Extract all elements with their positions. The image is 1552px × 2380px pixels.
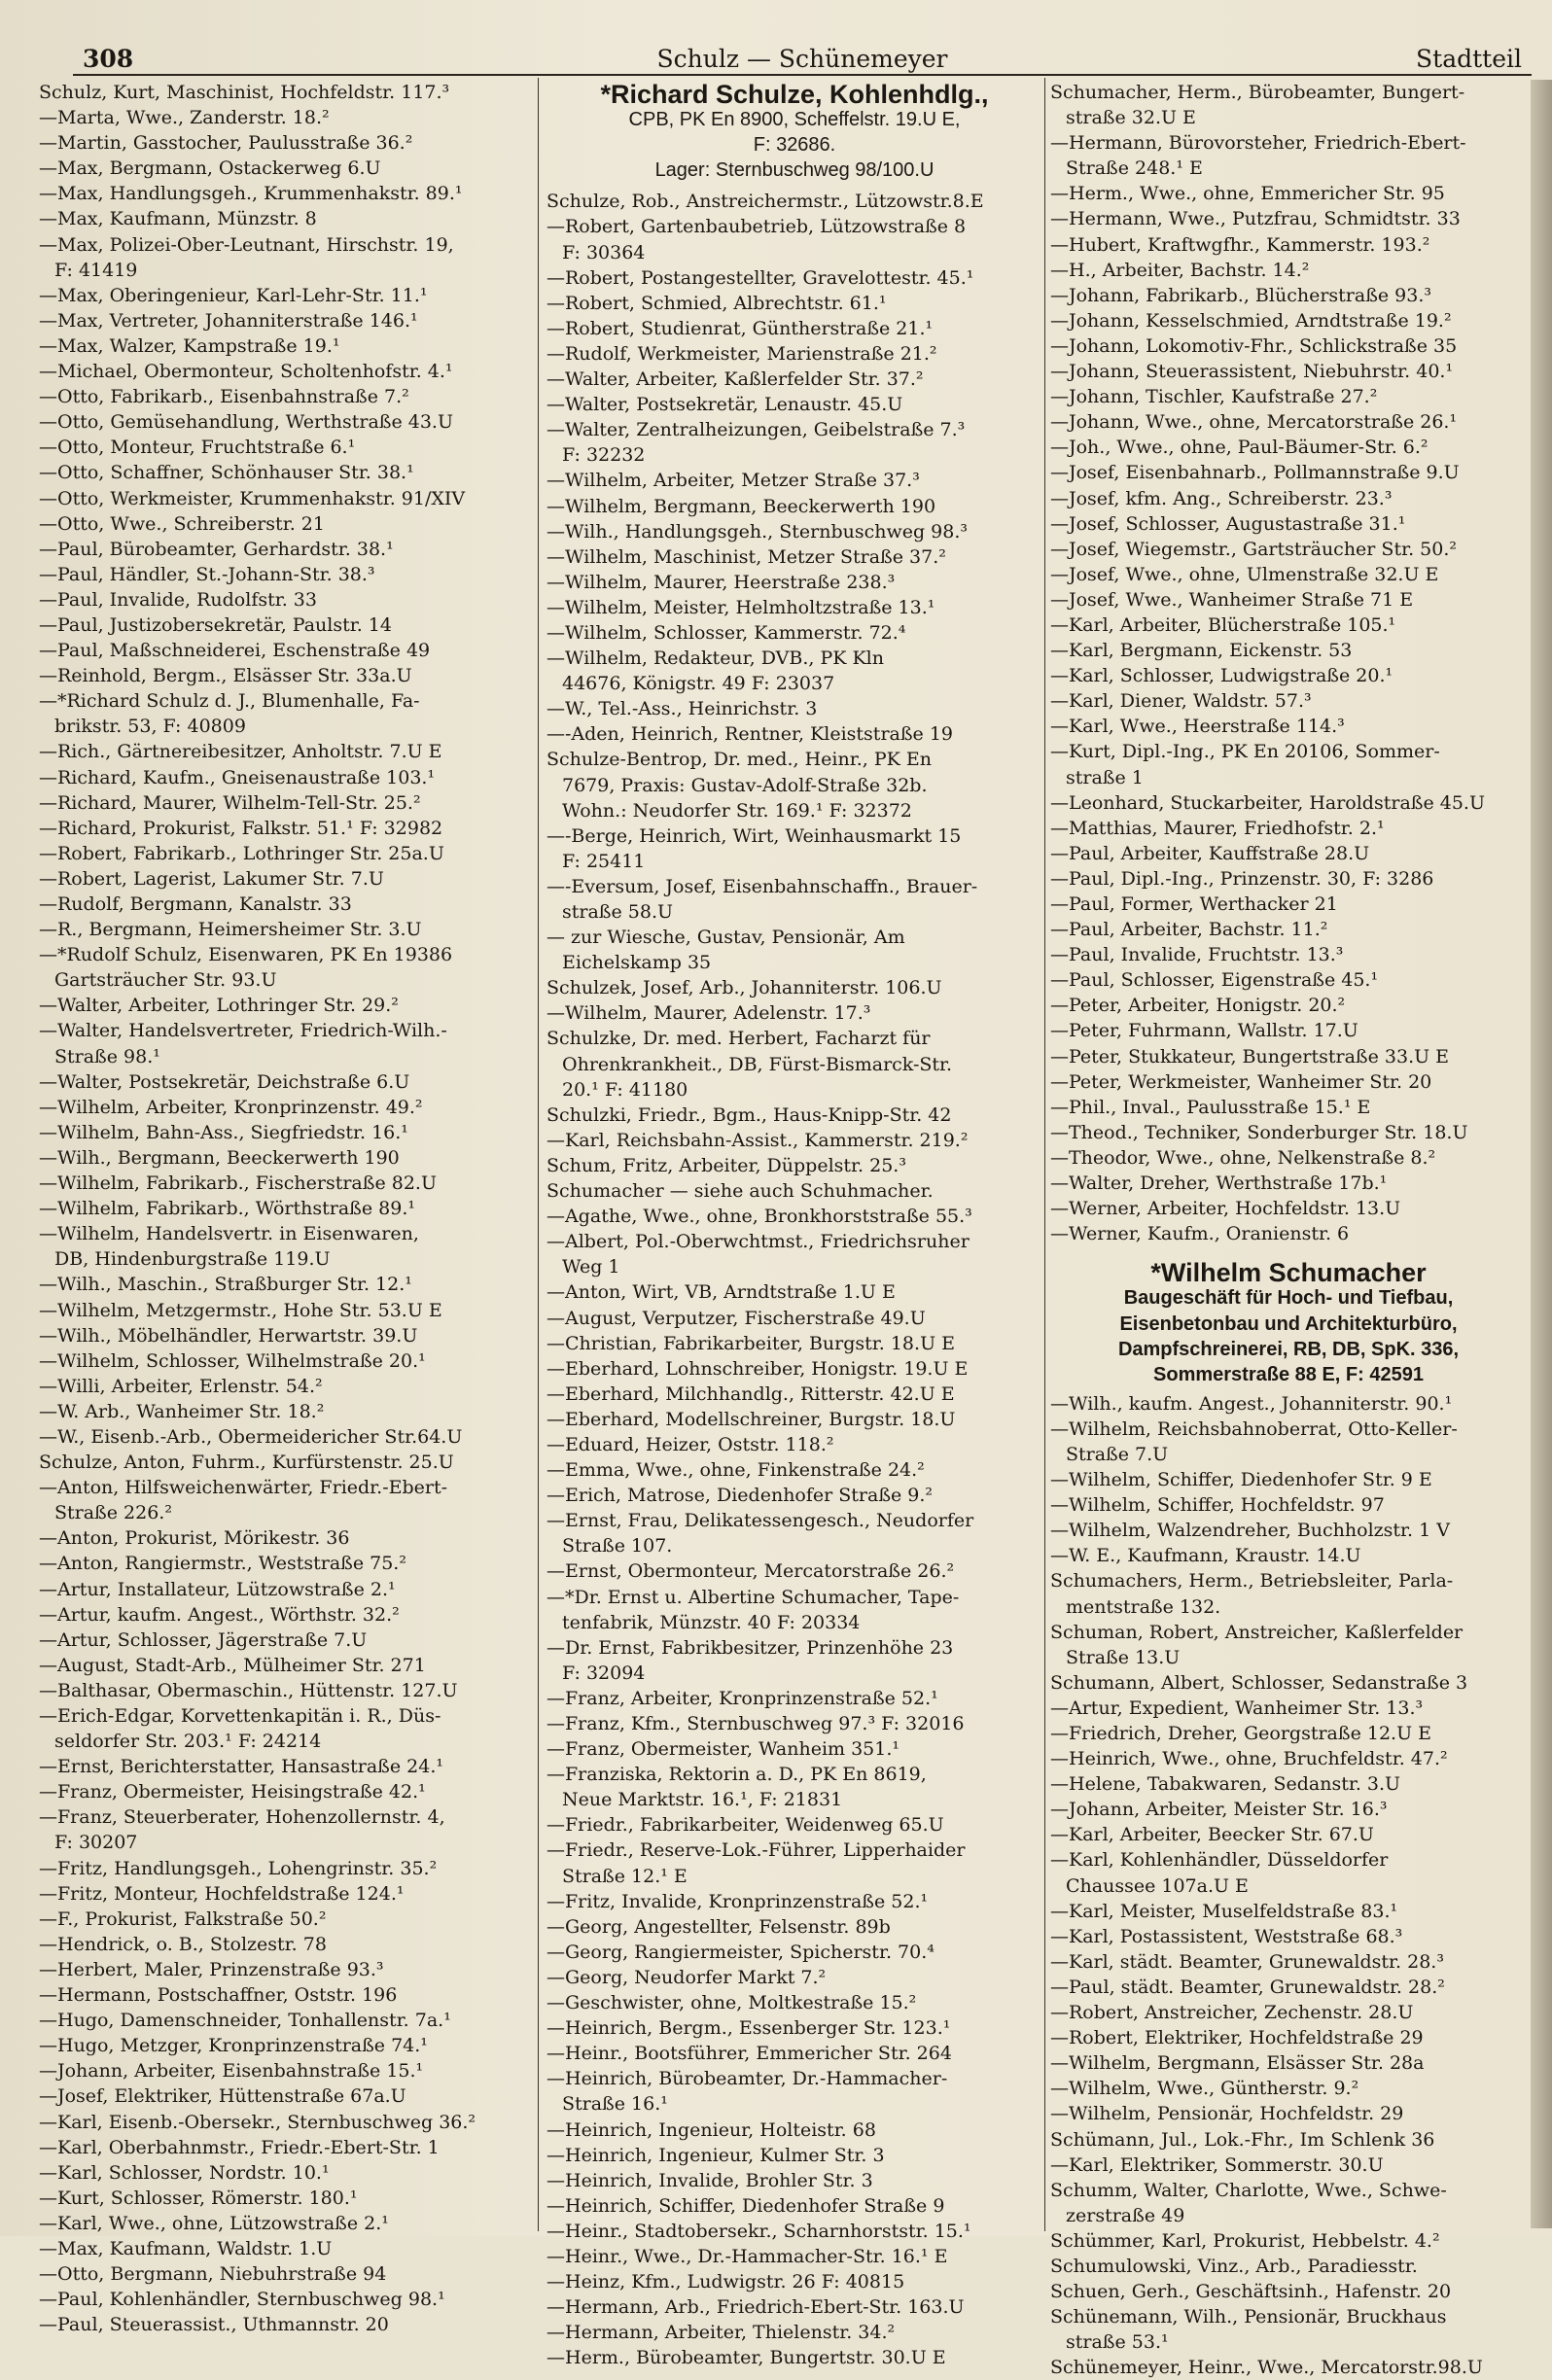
directory-entry-line: —Ernst, Frau, Delikatessengesch., Neudorfer xyxy=(547,1510,974,1532)
directory-entry-line: —F., Prokurist, Falkstraße 50.² xyxy=(39,1908,327,1930)
directory-entry-line: —August, Verputzer, Fischerstraße 49.U xyxy=(547,1307,926,1329)
directory-entry-line: —Peter, Werkmeister, Wanheimer Str. 20 xyxy=(1050,1070,1432,1093)
directory-entry-line: Ohrenkrankheit., DB, Fürst-Bismarck-Str. xyxy=(562,1053,953,1075)
directory-entry-line: —Wilhelm, Schiffer, Hochfeldstr. 97 xyxy=(1050,1494,1385,1517)
directory-entry-line: Straße 7.U xyxy=(1066,1443,1169,1465)
directory-entry-line: —Paul, Arbeiter, Kauffstraße 28.U xyxy=(1050,842,1370,864)
directory-entry-line: straße 32.U E xyxy=(1066,107,1196,129)
advertisement-richard-schulze xyxy=(547,80,1042,189)
directory-entry-line: —Paul, Invalide, Rudolfstr. 33 xyxy=(39,588,317,611)
directory-entry-line: —Walter, Dreher, Werthstraße 17b.¹ xyxy=(1050,1172,1388,1195)
directory-entry-line: —Wilhelm, Meister, Helmholtzstraße 13.¹ xyxy=(547,596,935,618)
directory-entry-line: F: 41419 xyxy=(54,259,138,281)
directory-entry-line: —Anton, Prokurist, Mörikestr. 36 xyxy=(39,1527,350,1550)
directory-entry-line: —Karl, Postassistent, Weststraße 68.³ xyxy=(1050,1925,1403,1947)
directory-entry-line: Schumann, Albert, Schlosser, Sedanstraße 3 xyxy=(1050,1671,1468,1694)
directory-entry-line: —Georg, Angestellter, Felsenstr. 89b xyxy=(547,1915,891,1938)
directory-entry-line: —Eduard, Heizer, Oststr. 118.² xyxy=(547,1433,834,1455)
directory-entry-line: —Wilhelm, Wwe., Güntherstr. 9.² xyxy=(1050,2078,1359,2100)
directory-entry-line: —Geschwister, ohne, Moltkestraße 15.² xyxy=(547,1992,917,2014)
directory-entry-line: —Hermann, Bürovorsteher, Friedrich-Ebert- xyxy=(1050,132,1466,155)
directory-entry-line: Straße 248.¹ E xyxy=(1066,158,1203,180)
column-divider xyxy=(538,78,539,2231)
directory-entry-line: —Phil., Inval., Paulusstraße 15.¹ E xyxy=(1050,1096,1371,1118)
directory-entry-line: —Robert, Lagerist, Lakumer Str. 7.U xyxy=(39,867,384,890)
directory-entry-line: Neue Marktstr. 16.¹, F: 21831 xyxy=(562,1789,843,1811)
directory-entry-line: —Max, Handlungsgeh., Krummenhakstr. 89.¹ xyxy=(39,183,463,205)
directory-entry-line: —Leonhard, Stuckarbeiter, Haroldstraße 45.U xyxy=(1050,791,1485,814)
ad-line: Lager: Sternbuschweg 98/100.U xyxy=(654,159,935,182)
directory-entry-line: —*Dr. Ernst u. Albertine Schumacher, Tape- xyxy=(547,1586,960,1608)
directory-entry-line: —Franz, Obermeister, Heisingstraße 42.¹ xyxy=(39,1781,426,1803)
directory-entry-line: —Wilhelm, Bergmann, Elsässer Str. 28a xyxy=(1050,2052,1425,2075)
directory-entry-line: —Walter, Postsekretär, Lenaustr. 45.U xyxy=(547,394,903,416)
directory-entry-line: —Wilhelm, Handelsvertr. in Eisenwaren, xyxy=(39,1223,419,1245)
section-label: Stadtteil xyxy=(1416,45,1522,73)
directory-entry-line: —Max, Kaufmann, Münzstr. 8 xyxy=(39,208,317,230)
directory-entry-line: —Erich, Matrose, Diedenhofer Straße 9.² xyxy=(547,1485,934,1507)
directory-entry-line: —Otto, Schaffner, Schönhauser Str. 38.¹ xyxy=(39,462,414,484)
ad-line: Baugeschäft für Hoch- und Tiefbau, xyxy=(1123,1287,1454,1310)
directory-entry-line: Schulzke, Dr. med. Herbert, Facharzt für xyxy=(547,1028,931,1050)
directory-entry-line: —Reinhold, Bergm., Elsässer Str. 33a.U xyxy=(39,665,412,687)
directory-entry-line: —Agathe, Wwe., ohne, Bronkhorststraße 55.³ xyxy=(547,1206,972,1228)
directory-entry-line: —Herm., Wwe., ohne, Emmericher Str. 95 xyxy=(1050,183,1445,205)
directory-entry-line: —Paul, Former, Werthacker 21 xyxy=(1050,893,1338,915)
directory-entry-line: —Hermann, Postschaffner, Oststr. 196 xyxy=(39,1984,398,2007)
directory-entry-line: Weg 1 xyxy=(562,1256,620,1278)
directory-entry-line: —Paul, Bürobeamter, Gerhardstr. 38.¹ xyxy=(39,538,394,560)
directory-entry-line: —Artur, Schlosser, Jägerstraße 7.U xyxy=(39,1628,368,1651)
directory-entry-line: —Hugo, Metzger, Kronprinzenstraße 74.¹ xyxy=(39,2035,428,2057)
directory-entry-line: —Eberhard, Milchhandlg., Ritterstr. 42.U E xyxy=(547,1382,955,1405)
directory-entry-line: —Max, Polizei-Ober-Leutnant, Hirschstr. 19, xyxy=(39,233,454,256)
directory-entry-line: —Robert, Elektriker, Hochfeldstraße 29 xyxy=(1050,2027,1424,2049)
directory-entry-line: —Heinr., Wwe., Dr.-Hammacher-Str. 16.¹ E xyxy=(547,2245,948,2267)
directory-entry-line: —-Berge, Heinrich, Wirt, Weinhausmarkt 15 xyxy=(547,824,962,847)
ad-line: Eisenbetonbau und Architekturbüro, xyxy=(1119,1312,1458,1335)
directory-entry-line: —Wilhelm, Arbeiter, Kronprinzenstr. 49.² xyxy=(39,1096,423,1118)
directory-entry-line: Schümmer, Karl, Prokurist, Hebbelstr. 4.² xyxy=(1050,2229,1440,2252)
directory-entry-line: —Karl, Schlosser, Nordstr. 10.¹ xyxy=(39,2161,330,2184)
directory-entry-line: 7679, Praxis: Gustav-Adolf-Straße 32b. xyxy=(562,774,928,796)
directory-entry-line: —Anton, Hilfsweichenwärter, Friedr.-Ebert- xyxy=(39,1477,448,1499)
directory-entry-line: —Johann, Arbeiter, Eisenbahnstraße 15.¹ xyxy=(39,2060,424,2082)
directory-entry-line: —Josef, Elektriker, Hüttenstraße 67a.U xyxy=(39,2085,406,2108)
directory-entry-line: —Karl, Meister, Muselfeldstraße 83.¹ xyxy=(1050,1900,1398,1922)
directory-entry-line: —Walter, Handelsvertreter, Friedrich-Wilh.- xyxy=(39,1020,447,1042)
directory-entry-line: F: 30364 xyxy=(562,241,646,263)
directory-entry-line: Schuen, Gerh., Geschäftsinh., Hafenstr. 20 xyxy=(1050,2281,1452,2303)
directory-entry-line: F: 30207 xyxy=(54,1832,138,1854)
directory-entry-line: —Werner, Arbeiter, Hochfeldstr. 13.U xyxy=(1050,1198,1401,1220)
column-divider xyxy=(1044,78,1045,2231)
directory-entry-line: straße 1 xyxy=(1066,766,1144,788)
directory-entry-line: —W., Tel.-Ass., Heinrichstr. 3 xyxy=(547,698,818,720)
directory-entry-line: —Willi, Arbeiter, Erlenstr. 54.² xyxy=(39,1375,323,1397)
directory-entry-line: —Artur, Installateur, Lützowstraße 2.¹ xyxy=(39,1578,396,1600)
directory-entry-line: Schulze, Anton, Fuhrm., Kurfürstenstr. 25.U xyxy=(39,1452,454,1474)
directory-entry-line: Schünemeyer, Heinr., Wwe., Mercatorstr.98.U xyxy=(1050,2357,1483,2379)
directory-entry-line: —Wilhelm, Redakteur, DVB., PK Kln xyxy=(547,648,884,670)
directory-entry-line: —Theod., Techniker, Sonderburger Str. 18.U xyxy=(1050,1121,1468,1143)
directory-entry-line: Schulze, Rob., Anstreichermstr., Lützowstr.8.E xyxy=(547,191,984,213)
directory-entry-line: —Wilhelm, Schlosser, Wilhelmstraße 20.¹ xyxy=(39,1349,426,1372)
directory-entry-line: Schulze-Bentrop, Dr. med., Heinr., PK En xyxy=(547,749,932,771)
directory-entry-line: —Johann, Lokomotiv-Fhr., Schlickstraße 35 xyxy=(1050,334,1458,357)
directory-entry-line: —Wilhelm, Schiffer, Diedenhofer Str. 9 E xyxy=(1050,1469,1432,1491)
directory-entry-line: Schumulowski, Vinz., Arb., Paradiesstr. xyxy=(1050,2255,1418,2277)
directory-entry-line: —Wilhelm, Metzgermstr., Hohe Str. 53.U E xyxy=(39,1299,442,1321)
directory-entry-line: —Paul, Steuerassist., Uthmannstr. 20 xyxy=(39,2314,389,2336)
directory-entry-line: —Karl, Bergmann, Eickenstr. 53 xyxy=(1050,640,1353,662)
directory-entry-line: —Karl, Reichsbahn-Assist., Kammerstr. 219.² xyxy=(547,1129,969,1151)
directory-entry-line: —Franz, Kfm., Sternbuschweg 97.³ F: 32016 xyxy=(547,1713,965,1734)
directory-entry-line: —Georg, Neudorfer Markt 7.² xyxy=(547,1966,827,1988)
directory-entry-line: —Wilhelm, Bahn-Ass., Siegfriedstr. 16.¹ xyxy=(39,1121,408,1143)
directory-entry-line: seldorfer Str. 203.¹ F: 24214 xyxy=(54,1731,322,1753)
directory-entry-line: —Ernst, Obermonteur, Mercatorstraße 26.² xyxy=(547,1560,955,1583)
directory-entry-line: —Heinrich, Bergm., Essenberger Str. 123.¹ xyxy=(547,2017,951,2040)
directory-entry-line: —Heinrich, Wwe., ohne, Bruchfeldstr. 47.² xyxy=(1050,1748,1448,1770)
directory-entry-line: Schumm, Walter, Charlotte, Wwe., Schwe- xyxy=(1050,2179,1447,2201)
directory-entry-line: —Richard, Maurer, Wilhelm-Tell-Str. 25.² xyxy=(39,791,421,814)
directory-entry-line: F: 32094 xyxy=(562,1662,646,1684)
directory-entry-line: —Franz, Obermeister, Wanheim 351.¹ xyxy=(547,1738,900,1761)
directory-entry-line: Schumacher, Herm., Bürobeamter, Bungert- xyxy=(1050,82,1465,103)
directory-entry-line: —R., Bergmann, Heimersheimer Str. 3.U xyxy=(39,919,422,941)
ad-line: F: 32686. xyxy=(753,134,836,157)
directory-entry-line: —Wilh., Maschin., Straßburger Str. 12.¹ xyxy=(39,1274,412,1296)
directory-entry-line: —Max, Walzer, Kampstraße 19.¹ xyxy=(39,334,340,357)
directory-entry-line: —Erich-Edgar, Korvettenkapitän i. R., Düs- xyxy=(39,1705,441,1727)
directory-entry-line: —Wilhelm, Maurer, Heerstraße 238.³ xyxy=(547,571,896,593)
directory-entry-line: —Josef, Eisenbahnarb., Pollmannstraße 9.U xyxy=(1050,462,1460,484)
directory-entry-line: —Rudolf, Bergmann, Kanalstr. 33 xyxy=(39,893,352,915)
directory-entry-line: —Hugo, Damenschneider, Tonhallenstr. 7a.¹ xyxy=(39,2010,451,2032)
directory-entry-line: —Eberhard, Lohnschreiber, Honigstr. 19.U E xyxy=(547,1357,969,1380)
directory-entry-line: —W. Arb., Wanheimer Str. 18.² xyxy=(39,1400,325,1422)
directory-entry-line: —Hubert, Kraftwgfhr., Kammerstr. 193.² xyxy=(1050,233,1430,256)
directory-entry-line: —H., Arbeiter, Bachstr. 14.² xyxy=(1050,259,1310,281)
directory-entry-line: —Franz, Arbeiter, Kronprinzenstraße 52.¹ xyxy=(547,1687,938,1709)
directory-entry-line: —Christian, Fabrikarbeiter, Burgstr. 18.U E xyxy=(547,1332,955,1354)
directory-entry-line: —Balthasar, Obermaschin., Hüttenstr. 127.U xyxy=(39,1679,458,1701)
directory-entry-line: zerstraße 49 xyxy=(1066,2204,1185,2226)
running-title: Schulz — Schünemeyer xyxy=(656,45,948,73)
directory-entry-line: 20.¹ F: 41180 xyxy=(562,1078,688,1101)
directory-entry-line: —Peter, Arbeiter, Honigstr. 20.² xyxy=(1050,995,1346,1017)
directory-entry-line: Straße 16.¹ xyxy=(562,2093,668,2116)
directory-entry-line: —Otto, Bergmann, Niebuhrstraße 94 xyxy=(39,2263,387,2286)
directory-entry-line: —Otto, Fabrikarb., Eisenbahnstraße 7.² xyxy=(39,386,409,408)
directory-entry-line: Schum, Fritz, Arbeiter, Düppelstr. 25.³ xyxy=(547,1154,906,1176)
directory-entry-line: —Johann, Wwe., ohne, Mercatorstraße 26.¹ xyxy=(1050,411,1458,434)
directory-entry-line: —Josef, Wwe., ohne, Ulmenstraße 32.U E xyxy=(1050,563,1439,585)
directory-entry-line: —Max, Vertreter, Johanniterstraße 146.¹ xyxy=(39,309,418,332)
directory-entry-line: —Peter, Fuhrmann, Wallstr. 17.U xyxy=(1050,1020,1358,1042)
directory-entry-line: Straße 107. xyxy=(562,1535,673,1558)
ad-name: *Richard Schulze, Kohlenhdlg., xyxy=(600,80,989,109)
directory-entry-line: —Otto, Monteur, Fruchtstraße 6.¹ xyxy=(39,437,356,459)
directory-entry-line: —Kurt, Dipl.-Ing., PK En 20106, Sommer- xyxy=(1050,741,1440,763)
directory-entry-line: —Albert, Pol.-Oberwchtmst., Friedrichsruher xyxy=(547,1231,970,1253)
directory-entry-line: DB, Hindenburgstraße 119.U xyxy=(54,1248,331,1271)
directory-entry-line: —Michael, Obermonteur, Scholtenhofstr. 4.¹ xyxy=(39,361,453,383)
directory-entry-line: —W., Eisenb.-Arb., Obermeidericher Str.64.U xyxy=(39,1425,463,1448)
directory-entry-line: Schulz, Kurt, Maschinist, Hochfeldstr. 117.³ xyxy=(39,82,450,103)
directory-entry-line: —Karl, Diener, Waldstr. 57.³ xyxy=(1050,690,1312,713)
directory-entry-line: —Marta, Wwe., Zanderstr. 18.² xyxy=(39,107,330,129)
directory-entry-line: —Heinrich, Bürobeamter, Dr.-Hammacher- xyxy=(547,2068,948,2090)
directory-entry-line: —Karl, Arbeiter, Blücherstraße 105.¹ xyxy=(1050,613,1396,636)
directory-entry-line: —August, Stadt-Arb., Mülheimer Str. 271 xyxy=(39,1654,426,1676)
directory-entry-line: —Max, Oberingenieur, Karl-Lehr-Str. 11.¹ xyxy=(39,284,428,306)
page-number: 308 xyxy=(83,45,134,73)
directory-entry-line: —Paul, städt. Beamter, Grunewaldstr. 28.² xyxy=(1050,1976,1445,1998)
directory-entry-line: —Helene, Tabakwaren, Sedanstr. 3.U xyxy=(1050,1773,1401,1796)
directory-entry-line: —Peter, Stukkateur, Bungertstraße 33.U E xyxy=(1050,1045,1450,1068)
column-1 xyxy=(39,80,535,2336)
ad-line: CPB, PK En 8900, Scheffelstr. 19.U E, xyxy=(628,109,961,131)
directory-entry-line: Schuman, Robert, Anstreicher, Kaßlerfelder xyxy=(1050,1621,1464,1643)
directory-entry-line: —Georg, Rangiermeister, Spicherstr. 70.⁴ xyxy=(547,1941,935,1963)
directory-entry-line: —Fritz, Handlungsgeh., Lohengrinstr. 35.² xyxy=(39,1857,438,1879)
directory-entry-line: —Franziska, Rektorin a. D., PK En 8619, xyxy=(547,1764,927,1786)
directory-entry-line: Straße 12.¹ E xyxy=(562,1865,688,1887)
directory-entry-line: brikstr. 53, F: 40809 xyxy=(54,716,246,738)
directory-entry-line: —Eberhard, Modellschreiner, Burgstr. 18.U xyxy=(547,1408,956,1430)
directory-entry-line: —Wilhelm, Maurer, Adelenstr. 17.³ xyxy=(547,1002,871,1025)
directory-entry-line: —Paul, Maßschneiderei, Eschenstraße 49 xyxy=(39,640,431,662)
directory-entry-line: —Karl, Eisenb.-Obersekr., Sternbuschweg 36.² xyxy=(39,2111,476,2133)
directory-entry-line: —Kurt, Schlosser, Römerstr. 180.¹ xyxy=(39,2187,358,2209)
directory-entry-line: —Johann, Tischler, Kaufstraße 27.² xyxy=(1050,386,1378,408)
directory-entry-line: —*Rudolf Schulz, Eisenwaren, PK En 19386 xyxy=(39,944,453,966)
directory-entry-line: —Hendrick, o. B., Stolzestr. 78 xyxy=(39,1933,327,1955)
directory-entry-line: —Heinrich, Ingenieur, Holteistr. 68 xyxy=(547,2118,876,2141)
directory-entry-line: Schulzki, Friedr., Bgm., Haus-Knipp-Str. 42 xyxy=(547,1103,952,1126)
directory-entry-line: —Karl, Wwe., ohne, Lützowstraße 2.¹ xyxy=(39,2212,389,2234)
directory-entry-line: —Heinrich, Schiffer, Diedenhofer Straße 9 xyxy=(547,2194,945,2217)
directory-entry-line: —Fritz, Monteur, Hochfeldstraße 124.¹ xyxy=(39,1882,405,1905)
directory-entry-line: —Walter, Arbeiter, Lothringer Str. 29.² xyxy=(39,995,399,1017)
directory-entry-line: —Max, Bergmann, Ostackerweg 6.U xyxy=(39,158,381,180)
column-2 xyxy=(547,80,1042,2369)
directory-entry-line: —Karl, Elektriker, Sommerstr. 30.U xyxy=(1050,2153,1384,2176)
directory-entry-line: —Walter, Postsekretär, Deichstraße 6.U xyxy=(39,1070,410,1093)
directory-entry-line: —Artur, kaufm. Angest., Wörthstr. 32.² xyxy=(39,1603,400,1626)
directory-entry-line: —Karl, Wwe., Heerstraße 114.³ xyxy=(1050,716,1345,738)
directory-entry-line: —W. E., Kaufmann, Kraustr. 14.U xyxy=(1050,1545,1361,1567)
directory-entry-line: —Wilhelm, Bergmann, Beeckerwerth 190 xyxy=(547,495,936,517)
directory-entry-line: —Robert, Gartenbaubetrieb, Lützowstraße 8 xyxy=(547,216,967,238)
directory-entry-line: straße 53.¹ xyxy=(1066,2331,1169,2354)
directory-entry-line: —Wilh., Bergmann, Beeckerwerth 190 xyxy=(39,1146,400,1169)
directory-entry-line: Straße 13.U xyxy=(1066,1646,1181,1668)
directory-entry-line: —Max, Kaufmann, Waldstr. 1.U xyxy=(39,2237,333,2259)
directory-entry-line: —Karl, Kohlenhändler, Düsseldorfer xyxy=(1050,1849,1389,1872)
directory-entry-line: —Richard, Kaufm., Gneisenaustraße 103.¹ xyxy=(39,766,436,788)
directory-entry-line: —Walter, Arbeiter, Kaßlerfelder Str. 37.² xyxy=(547,368,924,391)
directory-entry-line: —Heinrich, Invalide, Brohler Str. 3 xyxy=(547,2169,873,2191)
column-3-entries-b xyxy=(1050,1391,1527,2380)
directory-entry-line: —Paul, Arbeiter, Bachstr. 11.² xyxy=(1050,919,1328,941)
ad-line: Dampfschreinerei, RB, DB, SpK. 336, xyxy=(1117,1338,1460,1360)
directory-entry-line: Schünemann, Wilh., Pensionär, Bruckhaus xyxy=(1050,2306,1447,2328)
directory-entry-line: Schulzek, Josef, Arb., Johanniterstr. 106.U xyxy=(547,977,942,999)
directory-entry-line: —Anton, Rangiermstr., Weststraße 75.² xyxy=(39,1553,406,1575)
column-3-entries-a xyxy=(1050,80,1527,1246)
directory-entry-line: tenfabrik, Münzstr. 40 F: 20334 xyxy=(562,1611,861,1633)
directory-entry-line: —Otto, Wwe., Schreiberstr. 21 xyxy=(39,512,325,535)
directory-entry-line: —Paul, Invalide, Fruchtstr. 13.³ xyxy=(1050,944,1344,966)
directory-entry-line: —Theodor, Wwe., ohne, Nelkenstraße 8.² xyxy=(1050,1146,1436,1169)
directory-entry-line: —Johann, Kesselschmied, Arndtstraße 19.² xyxy=(1050,309,1452,332)
directory-entry-line: Straße 98.¹ xyxy=(54,1045,160,1068)
directory-entry-line: —Herbert, Maler, Prinzenstraße 93.³ xyxy=(39,1958,384,1980)
directory-entry-line: —Hermann, Arb., Friedrich-Ebert-Str. 163.U xyxy=(547,2296,965,2319)
directory-entry-line: —Robert, Studienrat, Güntherstraße 21.¹ xyxy=(547,317,934,339)
directory-entry-line: mentstraße 132. xyxy=(1066,1595,1221,1618)
directory-entry-line: —Friedr., Reserve-Lok.-Führer, Lipperhaider xyxy=(547,1839,966,1862)
directory-entry-line: —-Eversum, Josef, Eisenbahnschaffn., Brauer- xyxy=(547,875,978,897)
directory-entry-line: —Wilhelm, Schlosser, Kammerstr. 72.⁴ xyxy=(547,621,906,644)
directory-entry-line: —Heinr., Stadtobersekr., Scharnhorststr. 15.¹ xyxy=(547,2220,971,2242)
directory-entry-line: —Paul, Justizobersekretär, Paulstr. 14 xyxy=(39,613,392,636)
directory-entry-line: —Heinrich, Ingenieur, Kulmer Str. 3 xyxy=(547,2144,885,2166)
directory-entry-line: —Ernst, Berichterstatter, Hansastraße 24.¹ xyxy=(39,1756,443,1778)
directory-entry-line: —Wilh., Möbelhändler, Herwartstr. 39.U xyxy=(39,1324,418,1347)
directory-entry-line: —Wilhelm, Maschinist, Metzer Straße 37.² xyxy=(547,545,946,568)
directory-entry-line: —Robert, Fabrikarb., Lothringer Str. 25a.U xyxy=(39,842,444,864)
directory-entry-line: —Johann, Arbeiter, Meister Str. 16.³ xyxy=(1050,1799,1388,1821)
directory-entry-line: Chaussee 107a.U E xyxy=(1066,1874,1249,1897)
ad-line: Sommerstraße 88 E, F: 42591 xyxy=(1153,1363,1424,1385)
directory-entry-line: —Wilh., kaufm. Angest., Johanniterstr. 90.¹ xyxy=(1050,1392,1453,1415)
column-3 xyxy=(1050,80,1527,2379)
directory-entry-line: —Hermann, Arbeiter, Thielenstr. 34.² xyxy=(547,2322,896,2344)
directory-entry-line: —Anton, Wirt, VB, Arndtstraße 1.U E xyxy=(547,1281,896,1304)
directory-entry-line: —Josef, Wiegemstr., Gartsträucher Str. 50.² xyxy=(1050,538,1457,560)
directory-entry-line: —Wilhelm, Fabrikarb., Wörthstraße 89.¹ xyxy=(39,1198,415,1220)
directory-entry-line: —Rudolf, Werkmeister, Marienstraße 21.² xyxy=(547,342,937,365)
directory-entry-line: Straße 226.² xyxy=(54,1502,172,1524)
directory-entry-line: —Rich., Gärtnereibesitzer, Anholtstr. 7.U E xyxy=(39,741,442,763)
directory-entry-line: Eichelskamp 35 xyxy=(562,952,712,974)
directory-entry-line: —Emma, Wwe., ohne, Finkenstraße 24.² xyxy=(547,1459,925,1482)
directory-entry-line: Schumachers, Herm., Betriebsleiter, Parla- xyxy=(1050,1570,1454,1592)
directory-entry-line: —Wilhelm, Pensionär, Hochfeldstr. 29 xyxy=(1050,2103,1404,2125)
directory-entry-line: —Robert, Anstreicher, Zechenstr. 28.U xyxy=(1050,2002,1414,2024)
directory-entry-line: Schümann, Jul., Lok.-Fhr., Im Schlenk 36 xyxy=(1050,2128,1435,2151)
directory-entry-line: —Josef, Schlosser, Augustastraße 31.¹ xyxy=(1050,512,1406,535)
adjacent-page-edge xyxy=(1531,80,1552,2228)
directory-entry-line: —Matthias, Maurer, Friedhofstr. 2.¹ xyxy=(1050,817,1385,839)
directory-entry-line: 44676, Königstr. 49 F: 23037 xyxy=(562,673,835,695)
directory-entry-line: —Hermann, Wwe., Putzfrau, Schmidtstr. 33 xyxy=(1050,208,1461,230)
advertisement-wilhelm-schumacher xyxy=(1050,1246,1527,1390)
directory-entry-line: —Friedrich, Dreher, Georgstraße 12.U E xyxy=(1050,1723,1431,1744)
directory-entry-line: —*Richard Schulz d. J., Blumenhalle, Fa- xyxy=(39,690,420,713)
directory-entry-line: —Walter, Zentralheizungen, Geibelstraße 7.³ xyxy=(547,419,966,441)
directory-entry-line: —Wilhelm, Walzendreher, Buchholzstr. 1 V xyxy=(1050,1520,1450,1542)
directory-entry-line: —Franz, Steuerberater, Hohenzollernstr. 4, xyxy=(39,1806,445,1829)
header-rule xyxy=(73,74,1532,76)
directory-entry-line: —Paul, Dipl.-Ing., Prinzenstr. 30, F: 3286 xyxy=(1050,867,1434,890)
directory-entry-line: —Josef, kfm. Ang., Schreiberstr. 23.³ xyxy=(1050,487,1393,509)
directory-entry-line: —Karl, städt. Beamter, Grunewaldstr. 28.³ xyxy=(1050,1950,1444,1973)
directory-entry-line: — zur Wiesche, Gustav, Pensionär, Am xyxy=(547,927,905,949)
directory-entry-line: —Heinz, Kfm., Ludwigstr. 26 F: 40815 xyxy=(547,2271,905,2293)
directory-entry-line: —Wilh., Handlungsgeh., Sternbuschweg 98.³ xyxy=(547,520,969,542)
directory-entry-line: —Wilhelm, Fabrikarb., Fischerstraße 82.U xyxy=(39,1172,437,1195)
directory-entry-line: —Karl, Arbeiter, Beecker Str. 67.U xyxy=(1050,1824,1374,1846)
directory-entry-line: —Werner, Kaufm., Oranienstr. 6 xyxy=(1050,1223,1350,1245)
directory-entry-line: —Otto, Gemüsehandlung, Werthstraße 43.U xyxy=(39,411,453,434)
directory-entry-line: —Richard, Prokurist, Falkstr. 51.¹ F: 32982 xyxy=(39,817,443,839)
directory-entry-line: Schumacher — siehe auch Schuhmacher. xyxy=(547,1180,934,1203)
directory-entry-line: —Paul, Händler, St.-Johann-Str. 38.³ xyxy=(39,563,375,585)
directory-entry-line: —Martin, Gasstocher, Paulusstraße 36.² xyxy=(39,132,413,155)
directory-entry-line: —-Aden, Heinrich, Rentner, Kleiststraße 19 xyxy=(547,723,954,746)
directory-entry-line: —Paul, Schlosser, Eigenstraße 45.¹ xyxy=(1050,969,1379,992)
directory-entry-line: —Otto, Werkmeister, Krummenhakstr. 91/XIV xyxy=(39,487,466,509)
directory-entry-line: —Fritz, Invalide, Kronprinzenstraße 52.¹ xyxy=(547,1890,929,1912)
directory-entry-line: —Karl, Schlosser, Ludwigstraße 20.¹ xyxy=(1050,665,1393,687)
directory-entry-line: —Wilhelm, Reichsbahnoberrat, Otto-Keller- xyxy=(1050,1418,1458,1440)
directory-entry-line: Wohn.: Neudorfer Str. 169.¹ F: 32372 xyxy=(562,799,912,822)
directory-entry-line: —Dr. Ernst, Fabrikbesitzer, Prinzenhöhe 23 xyxy=(547,1636,954,1659)
page-header xyxy=(83,45,1522,74)
directory-entry-line: —Karl, Oberbahnmstr., Friedr.-Ebert-Str. 1 xyxy=(39,2136,440,2158)
directory-entry-line: F: 25411 xyxy=(562,850,646,872)
directory-entry-line: Gartsträucher Str. 93.U xyxy=(54,969,277,992)
directory-entry-line: straße 58.U xyxy=(562,901,673,923)
directory-entry-line: F: 32232 xyxy=(562,444,646,467)
directory-entry-line: —Friedr., Fabrikarbeiter, Weidenweg 65.U xyxy=(547,1814,944,1837)
directory-entry-line: —Heinr., Bootsführer, Emmericher Str. 264 xyxy=(547,2043,952,2065)
directory-entry-line: —Josef, Wwe., Wanheimer Straße 71 E xyxy=(1050,588,1414,611)
column-2-entries xyxy=(547,189,1042,2370)
directory-entry-line: —Robert, Schmied, Albrechtstr. 61.¹ xyxy=(547,292,887,314)
directory-entry-line: —Johann, Fabrikarb., Blücherstraße 93.³ xyxy=(1050,284,1432,306)
directory-entry-line: —Joh., Wwe., ohne, Paul-Bäumer-Str. 6.² xyxy=(1050,437,1429,459)
directory-entry-line: —Paul, Kohlenhändler, Sternbuschweg 98.¹ xyxy=(39,2289,445,2311)
directory-entry-line: —Herm., Bürobeamter, Bungertstr. 30.U E xyxy=(547,2347,946,2369)
ad-name: *Wilhelm Schumacher xyxy=(1150,1258,1427,1288)
directory-entry-line: —Wilhelm, Arbeiter, Metzer Straße 37.³ xyxy=(547,470,920,492)
directory-entry-line: —Robert, Postangestellter, Gravelottestr. 45.¹ xyxy=(547,266,974,289)
directory-entry-line: —Johann, Steuerassistent, Niebuhrstr. 40.¹ xyxy=(1050,361,1454,383)
directory-entry-line: —Artur, Expedient, Wanheimer Str. 13.³ xyxy=(1050,1697,1424,1719)
